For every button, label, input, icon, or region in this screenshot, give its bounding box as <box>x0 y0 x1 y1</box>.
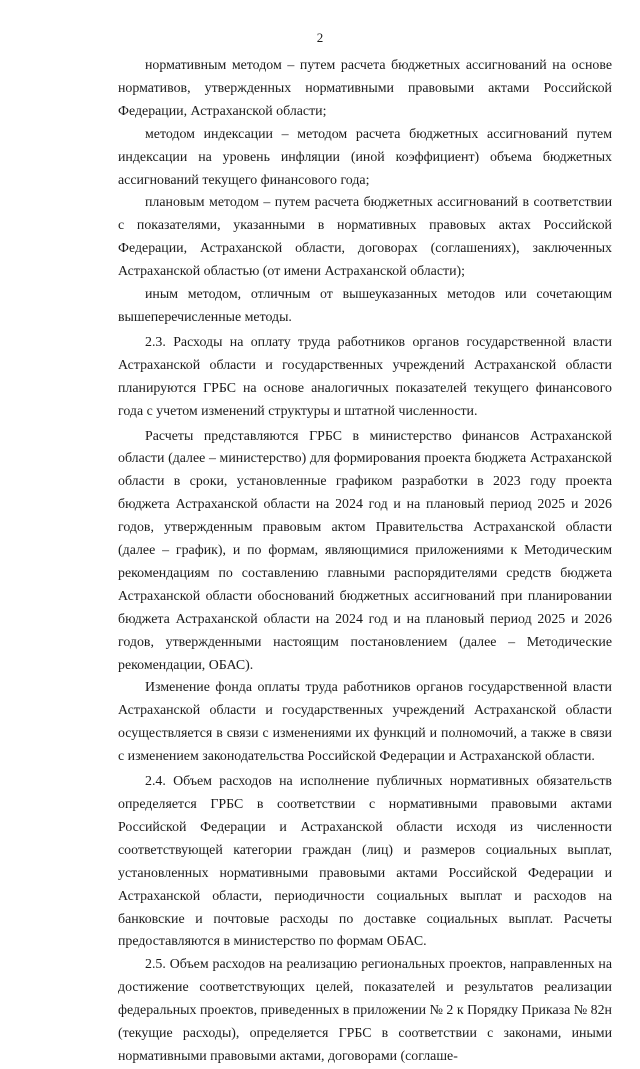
page-body <box>118 55 612 1069</box>
paragraph-planned-method: плановым методом – путем расчета бюджетных ассигнований в соответствии с показателями, указанными в нормативных правовых актах Российской Федерации, Астраханской области, договорах (соглашениях), заключенных Астраханской областью (от имени Астраханской области); <box>118 195 612 280</box>
paragraph-2-4: 2.4. Объем расходов на исполнение публичных нормативных обязательств определяется ГРБС в соответствии с нормативными правовыми актами Российской Федерации и Астраханской области исходя из численности соответствующей категории граждан (лиц) и размеров социальных выплат, установленных нормативными правовыми актами Российской Федерации и Астраханской области, периодичности социальных выплат и расходов на банковские и почтовые расходы по доставке социальных выплат. Расчеты предоставляются в министерство по формам ОБАС. <box>118 774 612 950</box>
paragraph-payroll-change: Изменение фонда оплаты труда работников органов государственной власти Астраханской области и государственных учреждений Астраханской области осуществляется в связи с изменениями их функций и полномочий, а также в связи с изменением законодательства Российской Федерации и Астраханской области. <box>118 680 612 765</box>
paragraph-normative-method: нормативным методом – путем расчета бюджетных ассигнований на основе нормативов, утвержденных нормативными правовыми актами Российской Федерации, Астраханской области; <box>118 58 612 119</box>
paragraph-2-5: 2.5. Объем расходов на реализацию региональных проектов, направленных на достижение соответствующих целей, показателей и результатов реализации федеральных проектов, приведенных в приложении № 2 к Порядку Приказа № 82н (текущие расходы), определяется ГРБС в соответствии с законами, иными нормативными правовыми актами, договорами (соглаше- <box>118 957 612 1064</box>
paragraph-2-3: 2.3. Расходы на оплату труда работников органов государственной власти Астраханской области и государственных учреждений Астраханской области планируются ГРБС на основе аналогичных показателей текущего финансового года с учетом изменений структуры и штатной численности. <box>118 334 612 419</box>
page-number: 2 <box>316 30 324 45</box>
paragraph-other-method: иным методом, отличным от вышеуказанных методов или сочетающим вышеперечисленные методы. <box>118 287 612 325</box>
paragraph-indexation-method: методом индексации – методом расчета бюджетных ассигнований путем индексации на уровень инфляции (иной коэффициент) объема бюджетных ассигнований текущего финансового года; <box>118 126 612 188</box>
paragraph-calculations: Расчеты представляются ГРБС в министерство финансов Астраханской области (далее – министерство) для формирования проекта бюджета Астраханской области в сроки, установленные графиком разработки в 2023 году проекта бюджета Астраханской области на 2024 год и на плановый период 2025 и 2026 годов, утвержденным правовым актом Правительства Астраханской области (далее – график), и по формам, являющимися приложениями к Методическим рекомендациям по составлению главными распорядителями средств бюджета Астраханской области обоснований бюджетных ассигнований при планировании бюджета Астраханской области на 2024 год и на плановый период 2025 и 2026 годов, утвержденными настоящим постановлением (далее – Методические рекомендации, ОБАС). <box>118 428 612 673</box>
